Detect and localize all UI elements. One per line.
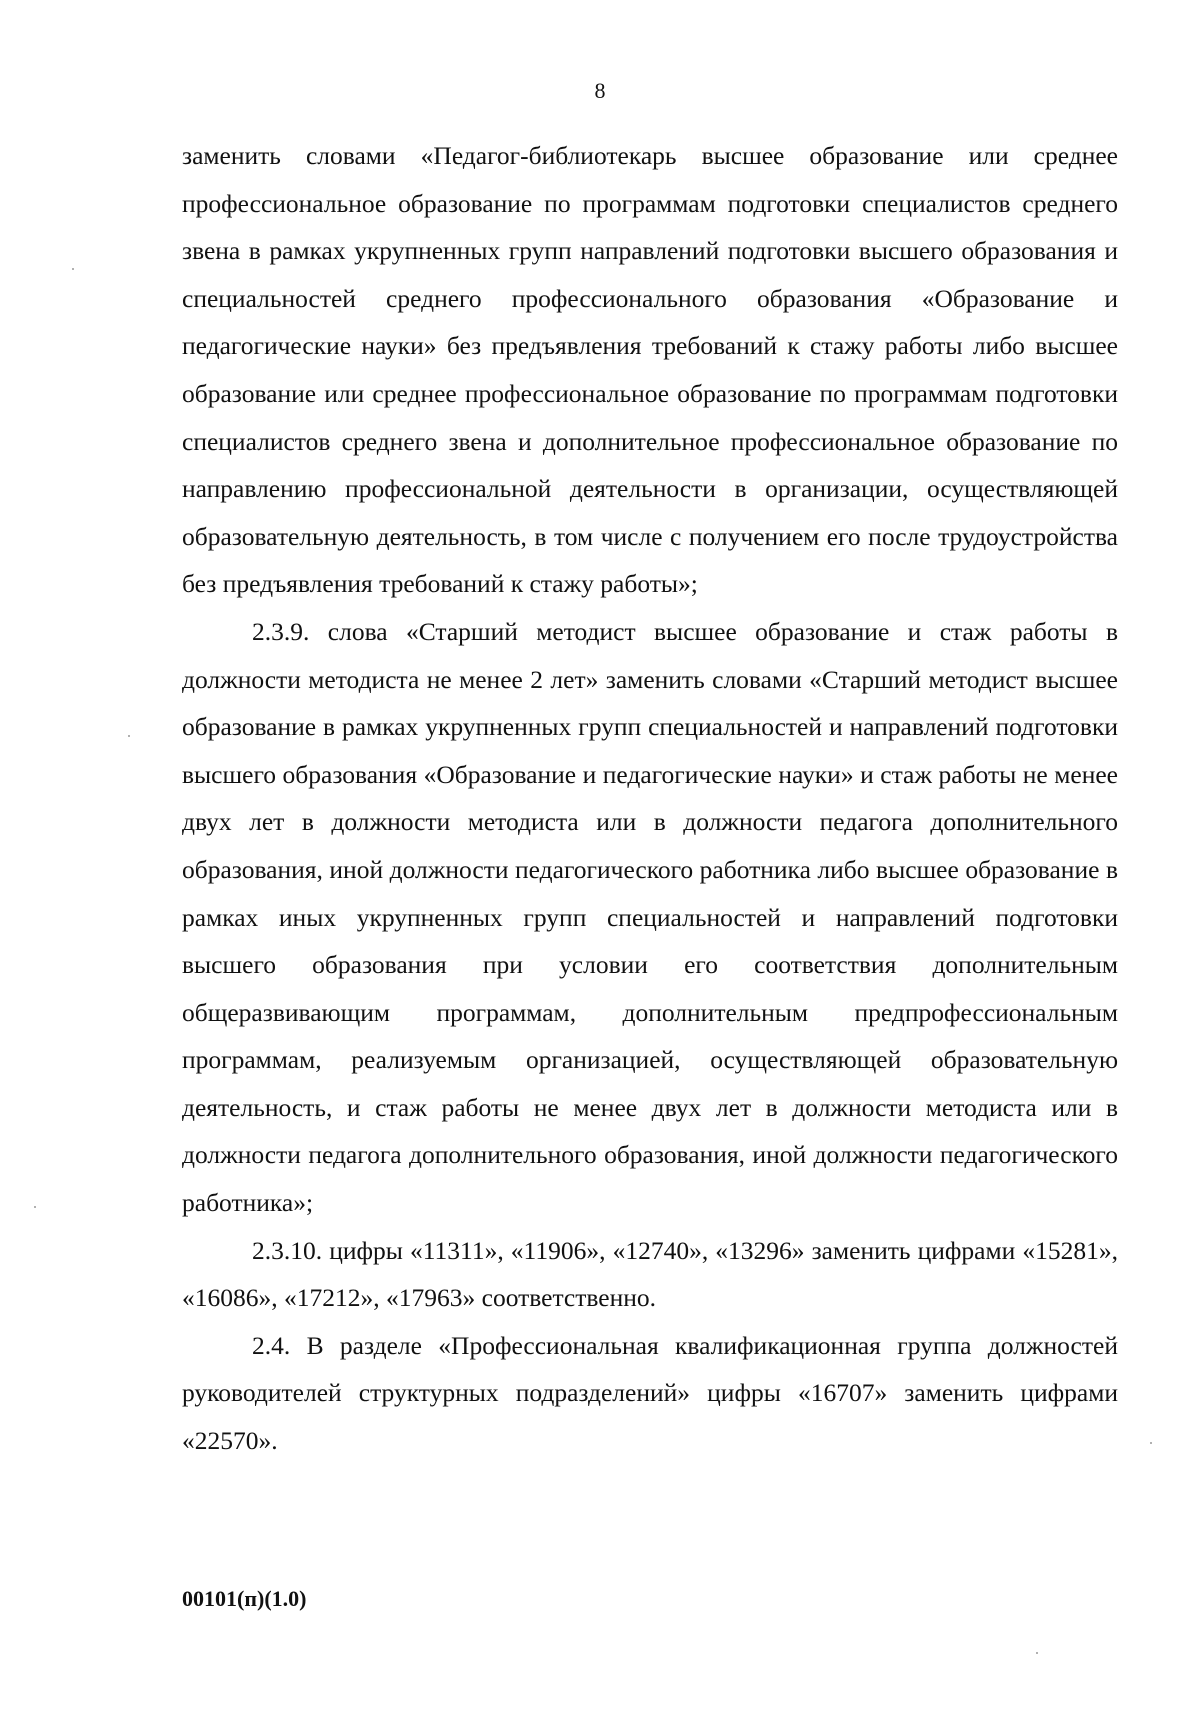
document-body (182, 132, 1118, 1465)
paragraph-continuation: заменить словами «Педагог-библиотекарь высшее образование или среднее профессиональное образование по программам подготовки специалистов среднего звена в рамках укрупненных групп направлений подготовки высшего образования и специальностей среднего профессионального образования «Образование и педагогические науки» без предъявления требований к стажу работы либо высшее образование или среднее профессиональное образование по программам подготовки специалистов среднего звена и дополнительное профессиональное образование по направлению профессиональной деятельности в организации, осуществляющей образовательную деятельность, в том числе с получением его после трудоустройства без предъявления требований к стажу работы»; (182, 141, 1118, 599)
scan-speck (1150, 1442, 1152, 1444)
paragraph-2-3-9: 2.3.9. слова «Старший методист высшее образование и стаж работы в должности методиста не менее 2 лет» заменить словами «Старший методист высшее образование в рамках укрупненных групп специальностей и направлений подготовки высшего образования «Образование и педагогические науки» и стаж работы не менее двух лет в должности методиста или в должности педагога дополнительного образования, иной должности педагогического работника либо высшее образование в рамках иных укрупненных групп специальностей и направлений подготовки высшего образования при условии его соответствия дополнительным общеразвивающим программам, дополнительным предпрофессиональным программам, реализуемым организацией, осуществляющей образовательную деятельность, и стаж работы не менее двух лет в должности методиста или в должности педагога дополнительного образования, иной должности педагогического работника»; (182, 616, 1118, 1218)
paragraph-2-4: 2.4. В разделе «Профессиональная квалификационная группа должностей руководителей структурных подразделений» цифры «16707» заменить цифрами «22570». (182, 1330, 1118, 1456)
document-code: 00101(п)(1.0) (182, 1586, 307, 1611)
scan-speck (72, 268, 74, 270)
paragraph-2-3-10: 2.3.10. цифры «11311», «11906», «12740», «13296» заменить цифрами «15281», «16086», «17212», «17963» соответственно. (182, 1235, 1118, 1313)
page-number: 8 (594, 78, 606, 103)
scan-speck (128, 735, 130, 737)
scan-speck (34, 1206, 36, 1208)
scan-speck (1036, 1652, 1038, 1654)
